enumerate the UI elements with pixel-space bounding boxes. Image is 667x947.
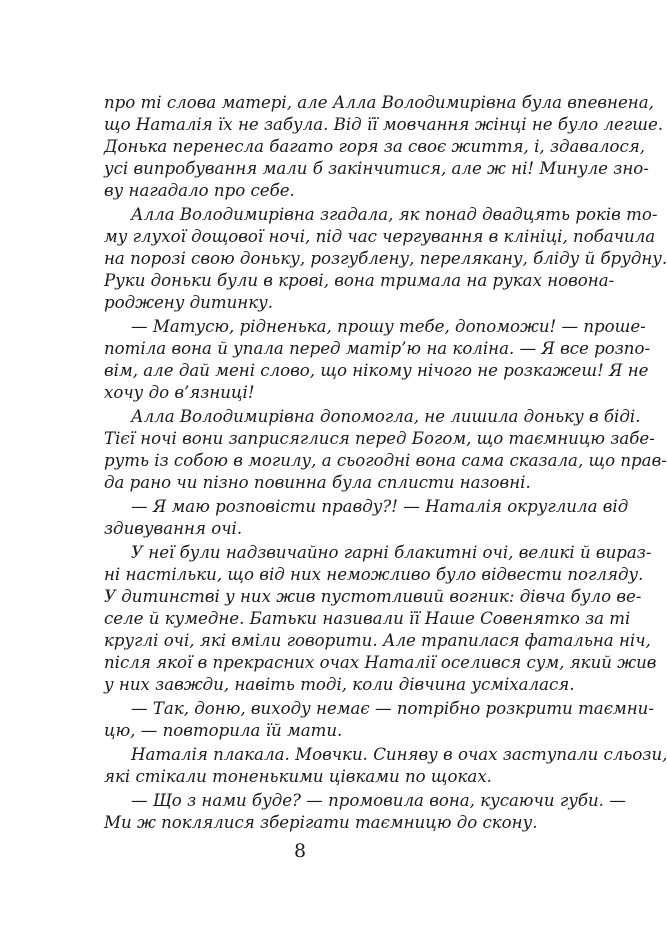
text-line: круглі очі, які вміли говорити. Але трапилася фатальна ніч,: [104, 631, 651, 650]
text-line: здивування очі.: [104, 519, 243, 538]
text-line: на порозі свою доньку, розгублену, перелякану, бліду й брудну.: [104, 249, 667, 268]
text-line: му глухої дощової ночі, під час чергування в клініці, побачила: [104, 227, 656, 246]
text-line: Тієї ночі вони заприсяглися перед Богом, що таємницю забе-: [104, 429, 655, 448]
text-line: Алла Володимирівна згадала, як понад двадцять років то-: [131, 205, 658, 224]
text-line: — Я маю розповісти правду?! — Наталія округлила від: [131, 497, 629, 516]
text-line: усі випробування мали б закінчитися, але ж ні! Минуле зно-: [104, 159, 649, 178]
text-line: потіла вона й упала перед матір’ю на коліна. — Я все розпо-: [104, 339, 651, 358]
page-number: 8: [293, 840, 307, 862]
text-line: У дитинстві у них жив пустотливий вогник: дівча було ве-: [104, 587, 642, 606]
text-line: — Так, доню, виходу немає — потрібно розкрити таємни-: [131, 699, 654, 718]
text-line: про ті слова матері, але Алла Володимирівна була впевнена,: [104, 93, 654, 112]
text-line: руть із собою в могилу, а сьогодні вона сама сказала, що прав-: [104, 451, 667, 470]
text-line: — Що з нами буде? — промовила вона, кусаючи губи. —: [131, 791, 626, 810]
text-line: хочу до в’язниці!: [104, 383, 255, 402]
text-line: Руки доньки були в крові, вона тримала на руках новона-: [104, 271, 615, 290]
text-line: — Матусю, рідненька, прошу тебе, допоможи! — проше-: [131, 317, 646, 336]
text-line: роджену дитинку.: [104, 293, 274, 312]
text-line: Алла Володимирівна допомогла, не лишила доньку в біді.: [131, 407, 641, 426]
text-line: які стікали тоненькими цівками по щоках.: [104, 767, 492, 786]
text-line: що Наталія їх не забула. Від її мовчання жінці не було легше.: [104, 115, 664, 134]
text-line: Наталія плакала. Мовчки. Синяву в очах заступали сльози,: [131, 745, 667, 764]
text-line: Ми ж поклялися зберігати таємницю до скону.: [104, 813, 538, 832]
text-line: Донька перенесла багато горя за своє життя, і, здавалося,: [104, 137, 646, 156]
text-line: після якої в прекрасних очах Наталії оселився сум, який жив: [104, 653, 657, 672]
text-line: у них завжди, навіть тоді, коли дівчина усміхалася.: [104, 675, 575, 694]
text-line: цю, — повторила їй мати.: [104, 721, 343, 740]
text-line: ву нагадало про себе.: [104, 181, 295, 200]
text-line: ні настільки, що від них неможливо було відвести погляду.: [104, 565, 644, 584]
text-line: У неї були надзвичайно гарні блакитні очі, великі й вираз-: [131, 543, 652, 562]
text-line: да рано чи пізно повинна була сплисти назовні.: [104, 473, 531, 492]
text-line: селе й кумедне. Батьки називали її Наше Совенятко за ті: [104, 609, 631, 628]
text-line: вім, але дай мені слово, що нікому нічого не розкажеш! Я не: [104, 361, 649, 380]
